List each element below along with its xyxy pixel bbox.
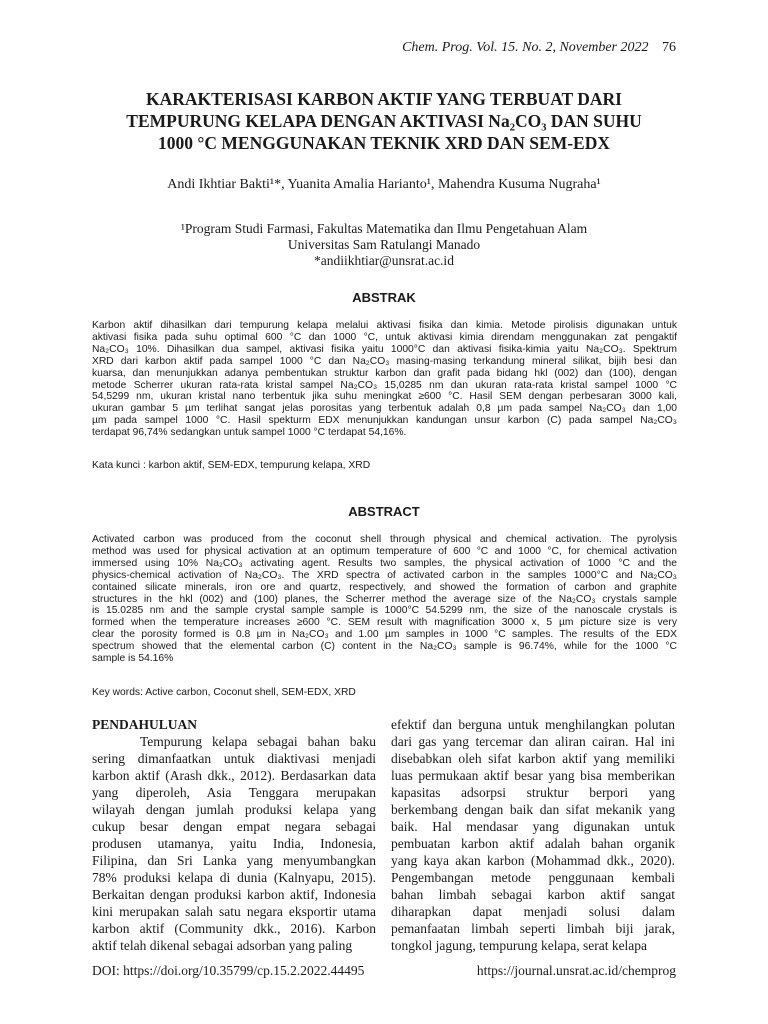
abstrak-line: aktivasi fisika pada suhu optimal 600 °C dan 1000 °C, untuk aktivasi kimia direndam menggunakan zat pengaktif [92,331,677,343]
doi-link[interactable]: DOI: https://doi.org/10.35799/cp.15.2.2022.44495 [92,963,365,978]
abstract-line: immersed using 10% Na₂CO₃ activating agent. Results two samples, the physical activation of 1000 °C and the [92,557,677,569]
body-line: karbon aktif (Arash dkk., 2012). Berdasarkan data [92,768,376,783]
journal-citation: Chem. Prog. Vol. 15. No. 2, November 2022 [402,40,649,55]
abstrak-line: metode Scherrer ukuran rata-rata kristal sampel Na₂CO₃ 15,0285 nm dan ukuran rata-rata kristal sampel 1000 °C [92,379,677,391]
kata-kunci: Kata kunci : karbon aktif, SEM-EDX, tempurung kelapa, XRD [92,460,371,471]
abstract-text [92,534,677,665]
abstract-heading: ABSTRACT [348,504,420,519]
body-line: luas permukaan aktif besar yang bisa memberikan [391,768,675,783]
running-header [402,40,676,56]
author-list: Andi Ikhtiar Bakti¹*, Yuanita Amalia Harianto¹, Mahendra Kusuma Nugraha¹ [167,177,601,192]
abstrak-line: terdapat 96,74% sedangkan untuk sampel 1000 °C terdapat 54,16%. [92,427,407,439]
abstract-line: physics-chemical activation of Na₂CO₃. The XRD spectra of activated carbon in the samples 1000°C and Na₂CO₃ [92,569,677,581]
body-column-left [92,716,376,954]
body-line: yang diperoleh, Asia Tenggara merupakan [92,785,376,800]
body-line: pemanfaatan limbah seperti limbah biji jarak, [391,921,675,936]
abstract-line: spectrum showed that the elemental carbon (C) content in the Na₂CO₃ sample is 96.74%, while for the 1000 °C [92,641,677,653]
body-line: tongkol jagung, tempurung kelapa, serat kelapa [391,938,648,953]
title-line: KARAKTERISASI KARBON AKTIF YANG TERBUAT DARI [145,89,622,109]
abstrak-heading: ABSTRAK [352,290,416,305]
body-line: sering dimanfaatkan untuk diaktivasi menjadi [92,751,376,766]
affiliation-line: Universitas Sam Ratulangi Manado [287,237,481,252]
body-line: Filipina, dan Sri Lanka yang menyumbangkan [92,853,376,868]
body-line: wilayah dengan jumlah produksi kelapa yang [92,802,376,817]
body-line: kapasitas adsorpsi struktur berpori yang [391,785,675,800]
journal-url-link[interactable]: https://journal.unsrat.ac.id/chemprog [476,963,676,978]
body-line: diharapkan dapat menjadi solusi dalam [391,904,675,919]
affiliation-line: ¹Program Studi Farmasi, Fakultas Matematika dan Ilmu Pengetahuan Alam [180,221,588,236]
body-line: yang kaya akan karbon (Mohammad dkk., 2020). [391,853,675,868]
body-line: produsen utamanya, yaitu India, Indonesia, [92,836,376,851]
title-line: TEMPURUNG KELAPA DENGAN AKTIVASI Na₂CO₃ DAN SUHU [126,111,642,131]
abstract-line: Activated carbon was produced from the coconut shell through physical and chemical activation. The pyrolysis [92,534,677,545]
body-line: dari gas yang tercemar dan aliran cairan. Hal ini [391,734,675,749]
body-line: bahan limbah sebagai karbon aktif sangat [391,887,675,902]
abstrak-text [92,320,677,439]
abstract-line: contained silicate minerals, iron ore and quartz, respectively, and showed the formation of carbon and graphite [92,581,677,593]
abstract-line: structures in the hkl (002) and (100) planes, the Scherrer method the average size of the Na₂CO₃ crystals sample [92,593,677,605]
section-heading: PENDAHULUAN [92,717,198,732]
body-line: Berkaitan dengan produksi karbon aktif, Indonesia [92,887,376,902]
body-line: cukup besar dengan empat negara sebagai [92,819,376,834]
abstrak-line: 54,5299 nm, ukuran kristal nano terbentuk jika suhu meningkat ≥600 °C. Hasil SEM dengan perbesaran 3000 kali, [92,391,677,403]
abstrak-line: kuarsa, dan menunjukkan adanya pembentukan struktur karbon dan grafit pada bidang hkl (002) dan (100), dengan [92,367,677,379]
body-line: efektif dan berguna untuk menghilangkan polutan [391,717,675,732]
title-line: 1000 °C MENGGUNAKAN TEKNIK XRD DAN SEM-EDX [158,133,610,153]
body-line: Pengembangan metode penggunaan kembali [391,870,675,885]
corresponding-email: *andiikhtiar@unsrat.ac.id [314,253,454,268]
abstract-line: is 15.0285 nm and the sample crystal sample sample is 1000°C 54.5299 nm, the size of the nanoscale crystals is [92,605,677,617]
abstract-line: method was used for physical activation at an optimum temperature of 600 °C and 1000 °C, for chemical activation [92,545,677,557]
abstract-line: clear the porosity formed is 0.8 µm in Na₂CO₃ and 1.00 µm samples in 1000 °C samples. The results of the EDX [92,629,677,641]
body-line: karbon aktif (Community dkk., 2016). Karbon [92,921,376,936]
body-line: 78% produksi kelapa di dunia (Kalnyapu, 2015). [92,870,376,885]
abstrak-line: Karbon aktif dihasilkan dari tempurung kelapa melalui aktivasi fisika dan kimia. Metode pirolisis digunakan untuk [92,320,677,331]
body-line: aktif telah dikenal sebagai adsorban yang paling [92,938,353,953]
abstrak-line: Na₂CO₃ 10%. Dihasilkan dua sampel, aktivasi fisika yaitu 1000°C dan aktivasi fisika-kimia yaitu Na₂CO₃. Spektrum [92,343,677,355]
abstrak-line: ukuran gambar 5 µm terlihat sangat jelas porositas yang terbentuk adalah 0,8 µm pada sampel Na₂CO₃ dan 1,00 [92,403,677,415]
abstract-line: formed when the temperature increases ≥600 °C. SEM result with magnification 3000 x, 5 µm picture size is very [92,617,677,629]
body-column-right [391,716,675,954]
body-line: disebabkan oleh sifat karbon aktif yang memiliki [391,751,675,766]
body-line: Tempurung kelapa sebagai bahan baku [140,734,376,749]
body-line: berkembang dengan baik dan sifat mekanik yang [391,802,675,817]
body-line: baik. Hal mendasar yang digunakan untuk [391,819,675,834]
key-words: Key words: Active carbon, Coconut shell, SEM-EDX, XRD [92,687,356,698]
article-title [84,88,684,154]
body-line: pembuatan karbon aktif adalah bahan organik [391,836,675,851]
abstract-line: sample is 54.16% [92,653,174,665]
affiliation-block [84,221,684,269]
body-line: kini merupakan salah satu negara eksportir utama [92,904,376,919]
abstrak-line: XRD dari karbon aktif pada sampel 1000 °C dan Na₂CO₃ masing-masing terkandung mineral silikat, bijih besi dan [92,355,677,367]
abstrak-line: µm pada sampel 1000 °C. Hasil spekturm EDX menunjukkan kandungan unsur karbon (C) pada sampel Na₂CO₃ [92,415,677,427]
page-number: 76 [662,40,676,55]
page-footer [92,963,676,979]
